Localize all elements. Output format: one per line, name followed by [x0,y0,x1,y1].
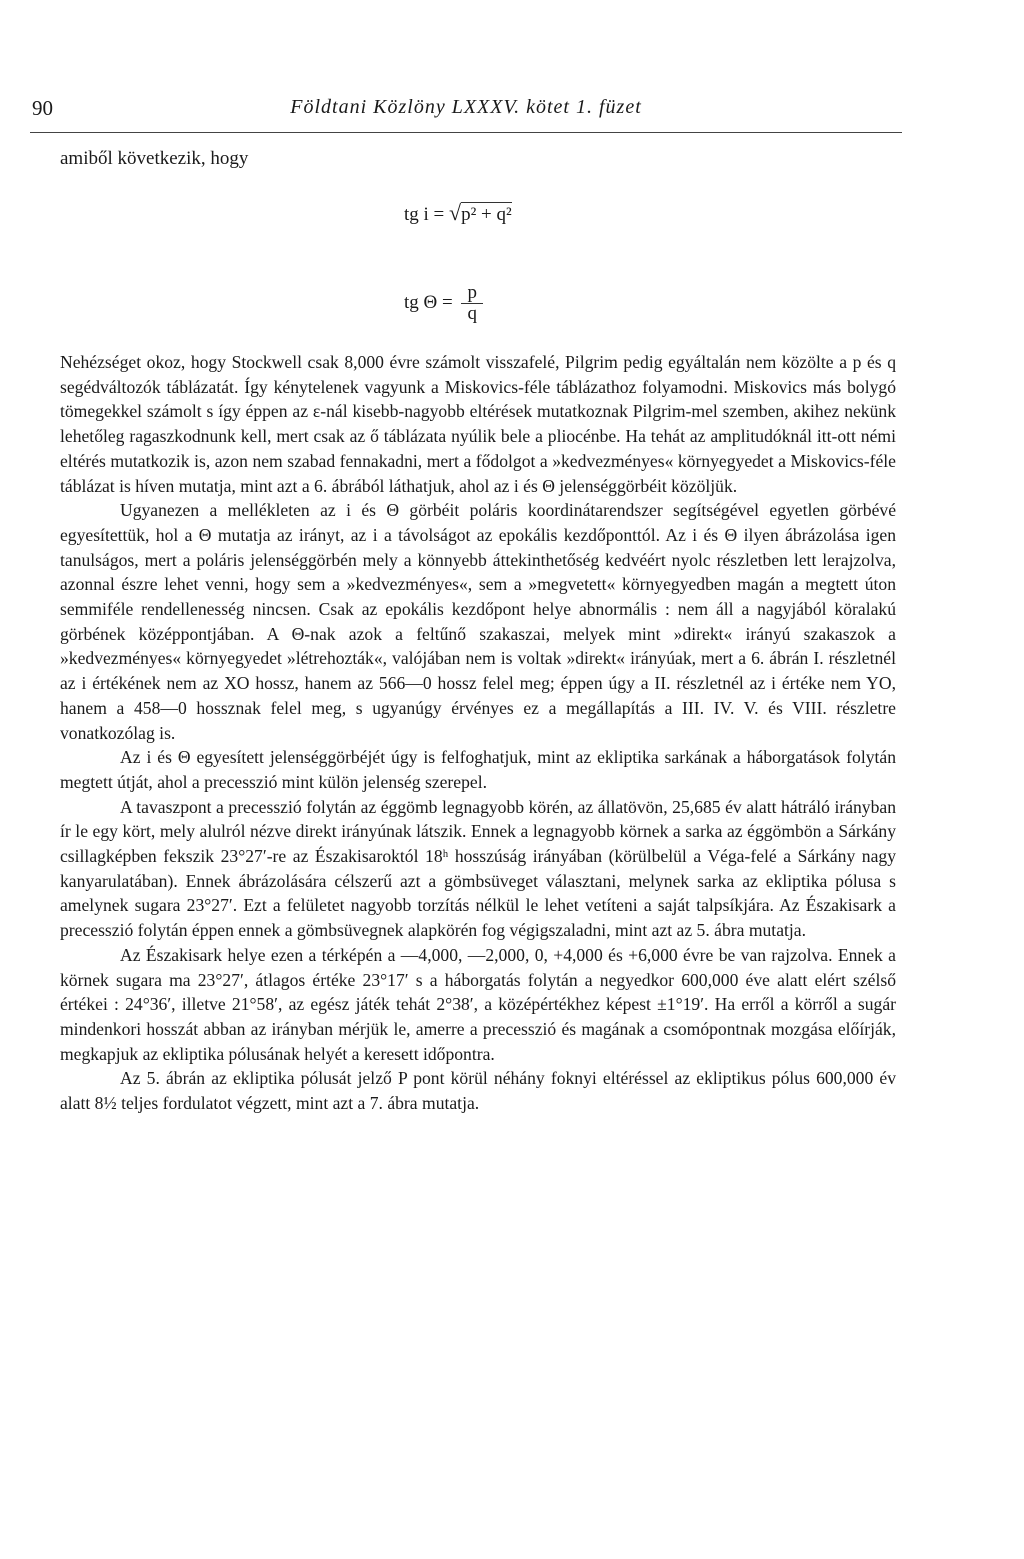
sqrt-sign: √ [449,200,462,225]
paragraph: Az i és Θ egyesített jelenséggörbéjét úgy is felfoghatjuk, mint az ekliptika sarkának a háborgatások folytán megtett útját, ahol a precesszió mint külön jelenség szerepel. [60,747,896,792]
formula-tg-theta [404,283,483,324]
formula-tg-i-radicand: p² + q² [461,204,512,225]
formula-tg-i [404,200,512,226]
body-text [60,350,896,1116]
formula-tg-i-lhs: tg i = [404,204,450,225]
fraction [461,283,483,324]
paragraph: A tavaszpont a precesszió folytán az éggömb legnagyobb körén, az állatövön, 25,685 év alatt hátráló irányban ír le egy kört, mely alulról nézve direkt irányúnak látszik. Ennek a legnagyobb körnek a sarka az éggömbön a Sárkány csillagképben fekszik 23°27′-re az Északisaroktól 18ʰ hosszúság irányában (körülbelül a Véga-felé a Sárkány nagy kanyarulatában). Ennek ábrázolására célszerű azt a gömbsüveget választani, melynek sarka az ekliptika pólusa s amelynek sugara 23°27′. Ezt a felületet nagyobb torzítás nélkül le lehet vetíteni a saját talpsíkjára. Az Északisark a precesszió folytán éppen ennek a gömbsüvegnek alapkörén fog végigszaladni, mint azt az 5. ábra mutatja. [60,796,896,941]
paragraph: Az 5. ábrán az ekliptika pólusát jelző P pont körül néhány foknyi eltéréssel az ekliptikus pólus 600,000 év alatt 8½ teljes fordulatot végzett, mint azt a 7. ábra mutatja. [60,1068,896,1114]
paragraph: Ugyanezen a mellékleten az i és Θ görbéit poláris koordinátarendszer segítségével egyetlen görbévé egyesítettük, hol a Θ mutatja az irányt, az i a távolságot az epokális kezdőponttól. Az i és Θ ilyen ábrázolása igen tanulságos, mert a poláris jelenséggörbén mely a könnyebb áttekinthetőség kedvéért nyolc részletben lett lerajzolva, azonnal észre lehet venni, hogy sem a »kedvezményes«, sem a »megvetett« környegyedben magán a megtett úton semmiféle rendellenesség nincsen. Csak az epokális kezdőpont helye abnormális : nem áll a nagyjából köralakú görbének középpontjában. A Θ-nak azok a feltűnő szakaszai, melyek mint »direkt« irányú szakaszok a »kedvezményes« környegyedet »létrehozták«, valójában nem is voltak »direkt« irányúak, mert a 6. ábrán I. részletnél az i értékének nem az XO hossz, hanem az 566—0 hossz felel meg; éppen úgy a II. részletnél az i értéke nem YO, hanem a 458—0 hossznak felel meg, s ugyanúgy érvényes ez a megállapítás a III. IV. V. és VIII. részletre vonatkozólag is. [60,500,896,743]
fraction-denominator: q [467,303,477,324]
paragraph: Nehézséget okoz, hogy Stockwell csak 8,000 évre számolt visszafelé, Pilgrim pedig egyáltalán nem közölte a p és q segédváltozók táblázatát. Így kénytelenek vagyunk a Miskovics-féle táblázathoz folyamodni. Miskovics más bolygó tömegekkel számolt s így éppen az ε-nál kisebb-nagyobb eltérések mutatkoznak Pilgrim-mel szemben, akihez nekünk lehetőleg ragaszkodnunk kell, mert csak az ő táblázata nyúlik bele a pliocénbe. Ha tehát az amplitudóknál itt-ott némi eltérés mutatkozik is, azon nem szabad fennakadni, mert a fődolgot a »kedvezményes« környegyedet a Miskovics-féle táblázat is híven mutatja, mint azt a 6. ábrából láthatjuk, ahol az i és Θ jelenséggörbéit közöljük. [60,352,896,496]
intro-line: amiből következik, hogy [60,148,249,169]
paragraph: Az Északisark helye ezen a térképén a —4,000, —2,000, 0, +4,000 és +6,000 évre be van rajzolva. Ennek a körnek sugara ma 23°27′, átlagos értéke 23°17′ s a háborgatás folytán a negyedkor 600,000 éve alatt elért szélső értékei : 24°36′, illetve 21°58′, az egész játék tehát 2°38′, a középértékhez képest ±1°19′. Ha erről a körről a sugár mindenkori hosszát abban az irányban mérjük le, amerre a precesszió és magának a csomópontnak mozgása előírják, megkapjuk az ekliptika pólusának helyét a keresett időpontra. [60,944,896,1064]
page-header [30,92,902,133]
page-number: 90 [32,96,53,120]
formula-tg-theta-lhs: tg Θ = [404,291,458,313]
running-title: Földtani Közlöny LXXXV. kötet 1. füzet [290,96,642,118]
fraction-numerator: p [461,283,483,304]
